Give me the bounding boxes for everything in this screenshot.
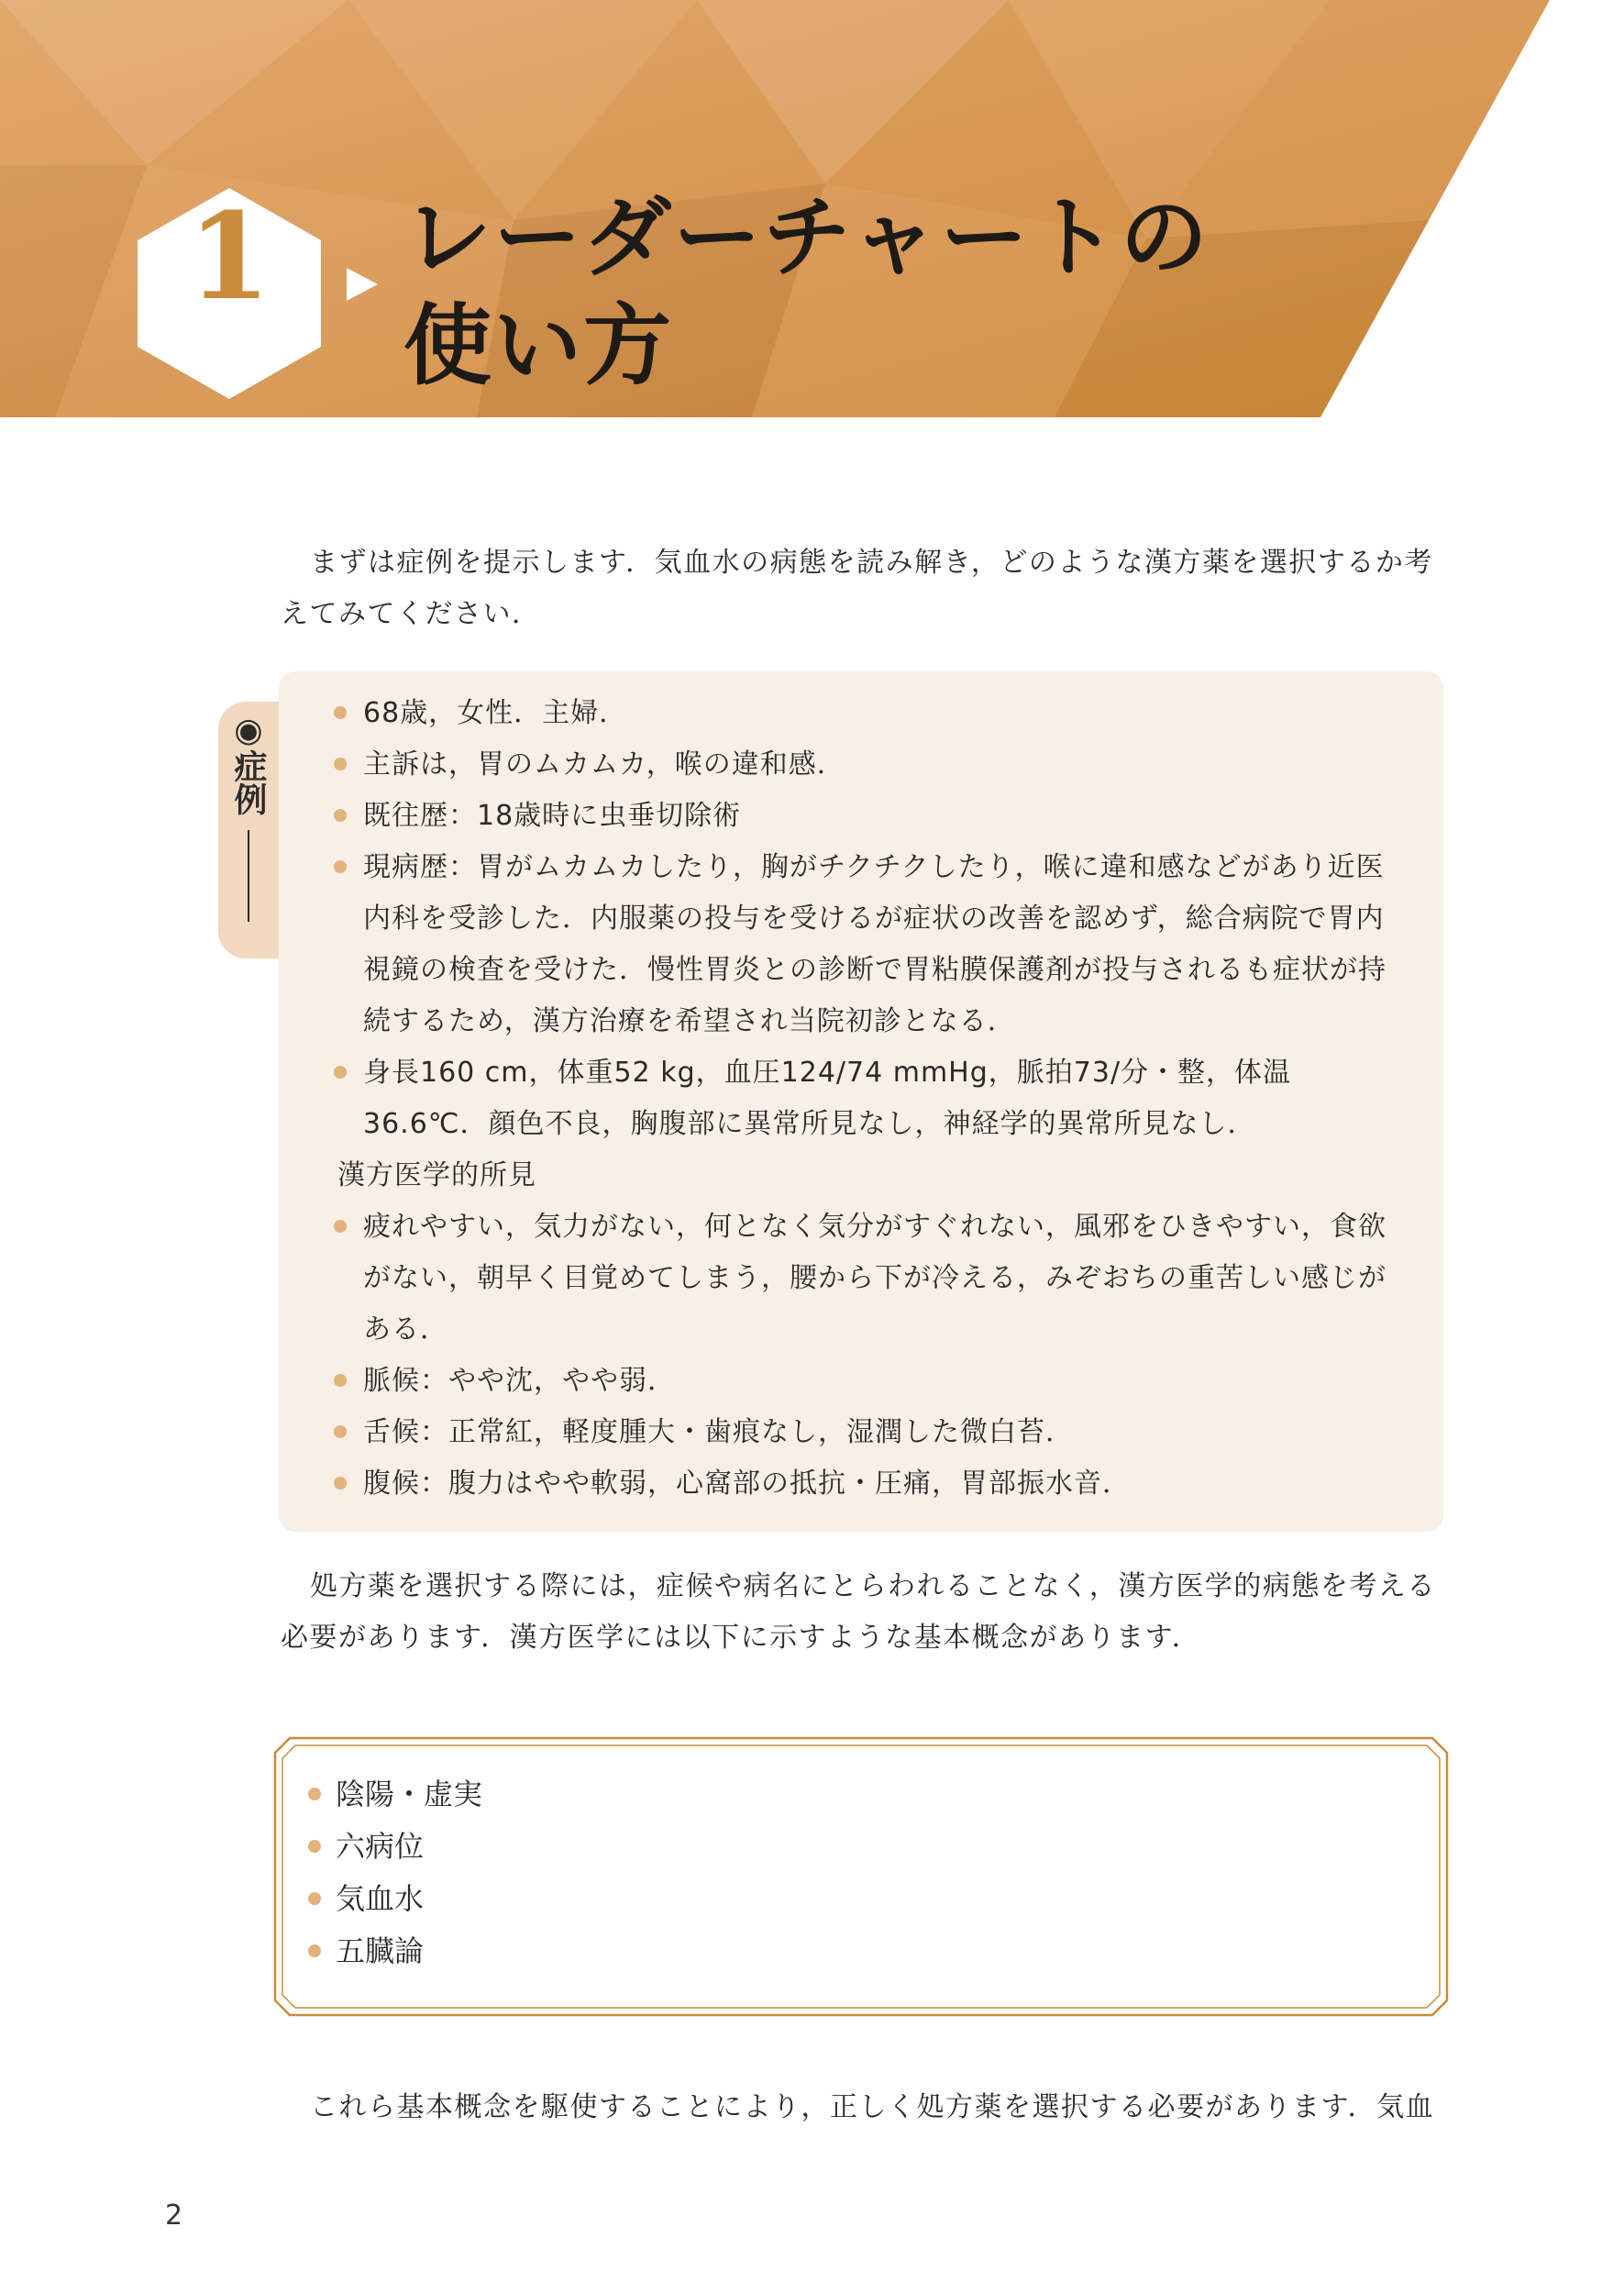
case-tab-label: ◉症例 — [229, 711, 268, 815]
case-subheading: 漢方医学的所見 — [337, 1159, 536, 1191]
case-item: 舌候：正常紅，軽度腫大・歯痕なし，湿潤した微白苔． — [330, 1407, 1394, 1458]
chapter-number: 1 — [187, 186, 271, 327]
case-item: 主訴は，胃のムカムカ，喉の違和感． — [330, 739, 1394, 791]
concept-item: 六病位 — [303, 1821, 482, 1873]
page-title — [403, 183, 1210, 400]
case-item: 疲れやすい，気力がない，何となく気分がすぐれない，風邪をひきやすい，食欲がない，朝早く目覚めてしまう，腰から下が冷える，みぞおちの重苦しい感じがある． — [330, 1202, 1394, 1356]
concept-item: 陰陽・虚実 — [303, 1768, 482, 1821]
case-item: 68歳，女性．主婦． — [330, 688, 1394, 739]
concepts-list — [303, 1768, 482, 1977]
case-tab-divider — [248, 830, 249, 922]
case-item: 脈候：やや沈，やや弱． — [330, 1356, 1394, 1407]
chapter-header — [0, 0, 1624, 417]
page-number: 2 — [165, 2199, 183, 2232]
closing-paragraph: これら基本概念を駆使することにより，正しく処方薬を選択する必要があります．気血 — [310, 2091, 1435, 2123]
case-item: 腹候：腹力はやや軟弱，心窩部の抵抗・圧痛，胃部振水音． — [330, 1458, 1394, 1510]
case-list — [330, 688, 1394, 1510]
title-line-1: レーダーチャートの — [403, 185, 1210, 289]
title-line-2: 使い方 — [403, 294, 673, 397]
case-item: 身長160 cm，体重52 kg，血圧124/74 mmHg，脈拍73/分・整，体温36.6℃．顔色不良，胸腹部に異常所見なし，神経学的異常所見なし． — [330, 1047, 1394, 1150]
concept-item: 五臓論 — [303, 1925, 482, 1977]
case-item: 現病歴：胃がムカムカしたり，胸がチクチクしたり，喉に違和感などがあり近医内科を受診した．内服薬の投与を受けるが症状の改善を認めず，総合病院で胃内視鏡の検査を受けた．慢性胃炎との診断で胃粘膜保護剤が投与されるも症状が持続するため，漢方治療を希望され当院初診となる． — [330, 842, 1394, 1047]
case-item: 既往歴：18歳時に虫垂切除術 — [330, 791, 1394, 842]
intro-paragraph: まずは症例を提示します．気血水の病態を読み解き，どのような漢方薬を選択するか考えてみてください． — [281, 547, 1433, 630]
prescription-paragraph: 処方薬を選択する際には，症候や病名にとらわれることなく，漢方医学的病態を考える必要があります．漢方医学には以下に示すような基本概念があります． — [281, 1570, 1436, 1654]
concept-item: 気血水 — [303, 1873, 482, 1925]
